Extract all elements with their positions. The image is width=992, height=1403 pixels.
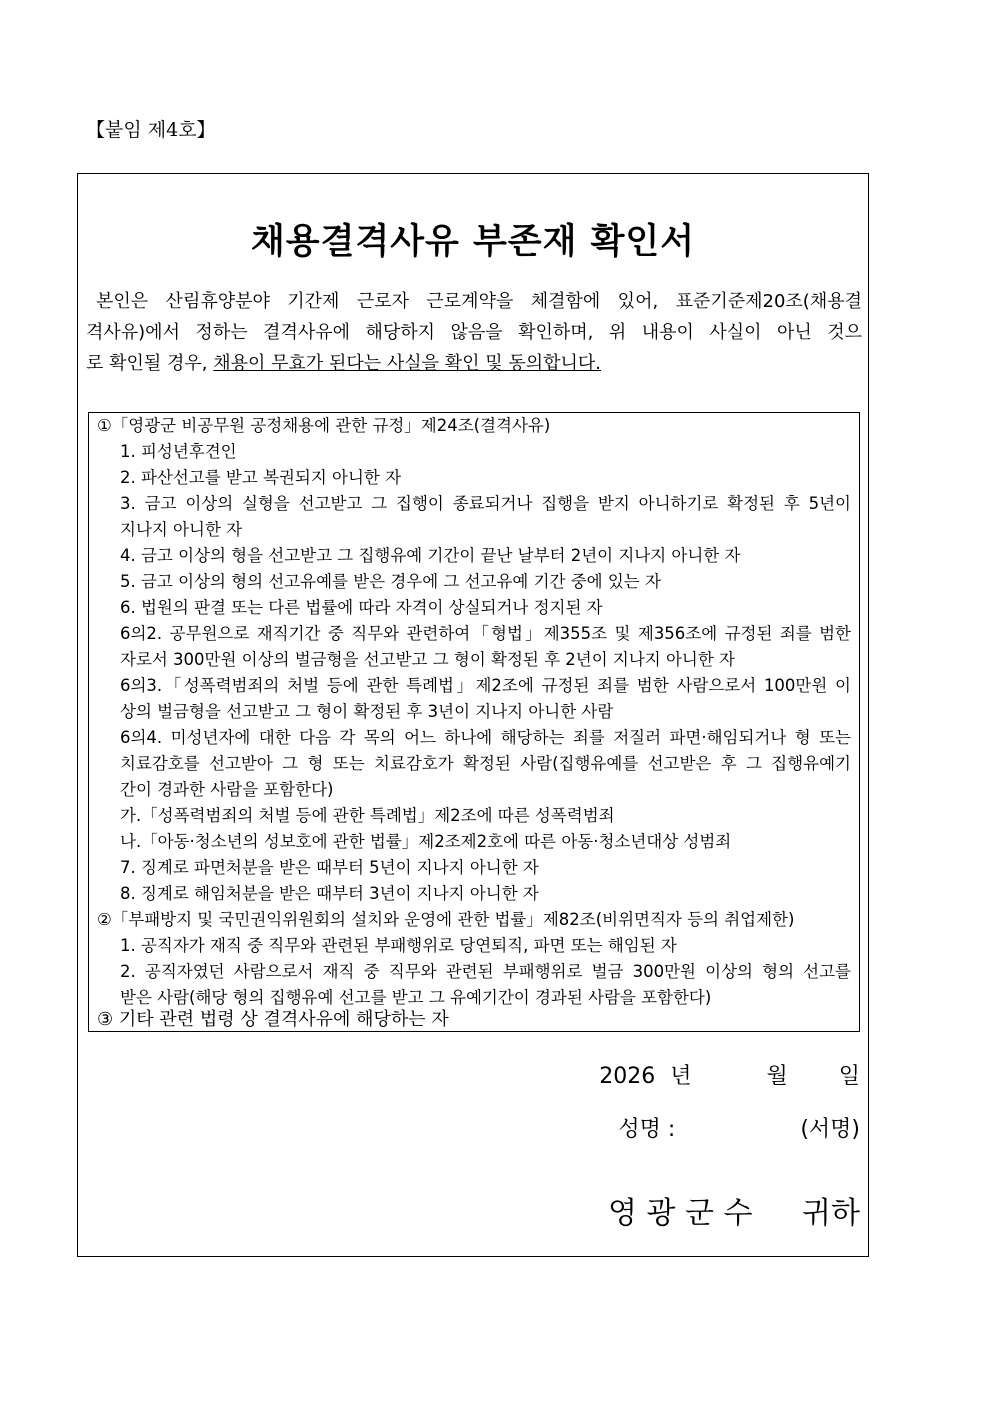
list-item-continued: 자로서 300만원 이상의 벌금형을 선고받고 그 형이 확정된 후 2년이 지나지 아니한 자: [120, 650, 735, 669]
signature-line: [618, 1112, 860, 1143]
date-year-unit: 년: [670, 1064, 692, 1089]
date-month-unit: 월: [766, 1064, 788, 1089]
list-item: 8. 징계로 해임처분을 받은 때부터 3년이 지나지 아니한 자: [120, 884, 539, 903]
name-label: 성명 :: [618, 1117, 676, 1142]
addressee-name: 영 광 군 수: [607, 1196, 753, 1231]
list-item: 4. 금고 이상의 형을 선고받고 그 집행유예 기간이 끝난 날부터 2년이 지나지 아니한 자: [120, 546, 741, 565]
document-title: 채용결격사유 부존재 확인서: [250, 222, 696, 262]
intro-line-1: 본인은 산림휴양분야 기간제 근로자 근로계약을 체결함에 있어, 표준기준제20조(채용결: [96, 291, 862, 312]
section-heading-2: ②「부패방지 및 국민권익위원회의 설치와 운영에 관한 법률」제82조(비위면직자 등의 취업제한): [97, 910, 795, 929]
list-item: 6의4. 미성년자에 대한 다음 각 목의 어느 하나에 해당하는 죄를 저질러 파면·해임되거나 형 또는: [120, 728, 851, 747]
sub-item: 가.「성폭력범죄의 처벌 등에 관한 특례법」제2조에 따른 성폭력범죄: [120, 806, 615, 825]
intro-line-3-plain: 로 확인될 경우,: [86, 353, 214, 374]
addressee-line: [608, 1188, 860, 1232]
intro-line-3: [86, 348, 862, 379]
list-item-continued: 치료감호를 선고받아 그 형 또는 치료감호가 확정된 사람(집행유예를 선고받은 후 그 집행유예기: [120, 754, 851, 773]
list-item: 5. 금고 이상의 형의 선고유예를 받은 경우에 그 선고유예 기간 중에 있는 자: [120, 572, 661, 591]
date-year: 2026: [599, 1064, 656, 1089]
date-line: [599, 1059, 860, 1090]
section-heading-3: ③ 기타 관련 법령 상 결격사유에 해당하는 자: [97, 1009, 449, 1030]
date-day-unit: 일: [838, 1064, 860, 1089]
list-item: 1. 피성년후견인: [120, 442, 237, 461]
list-item: 6. 법원의 판결 또는 다른 법률에 따라 자격이 상실되거나 정지된 자: [120, 598, 603, 617]
signature-label: (서명): [800, 1117, 860, 1142]
list-item: 2. 파산선고를 받고 복권되지 아니한 자: [120, 468, 402, 487]
section-heading-1: ①「영광군 비공무원 공정채용에 관한 규정」제24조(결격사유): [97, 416, 551, 435]
list-item: 2. 공직자였던 사람으로서 재직 중 직무와 관련된 부패행위로 벌금 300만원 이상의 형의 선고를: [120, 962, 851, 981]
list-item: 7. 징계로 파면처분을 받은 때부터 5년이 지나지 아니한 자: [120, 858, 539, 877]
intro-consent-underlined: 채용이 무효가 된다는 사실을 확인 및 동의합니다.: [213, 353, 602, 374]
intro-line-2: 격사유)에서 정하는 결격사유에 해당하지 않음을 확인하며, 위 내용이 사실이 아닌 것으: [86, 322, 862, 343]
list-item-continued: 받은 사람(해당 형의 집행유예 선고를 받고 그 유예기간이 경과된 사람을 포함한다): [120, 988, 712, 1007]
attachment-label: 【붙임 제4호】: [86, 119, 216, 141]
list-item: 6의3.「성폭력범죄의 처벌 등에 관한 특례법」제2조에 규정된 죄를 범한 사람으로서 100만원 이: [120, 676, 851, 695]
intro-paragraph: [86, 286, 862, 379]
list-item-continued: 지나지 아니한 자: [120, 520, 243, 539]
sub-item: 나.「아동·청소년의 성보호에 관한 법률」제2조제2호에 따른 아동·청소년대상 성범죄: [120, 832, 732, 851]
list-item-continued: 상의 벌금형을 선고받고 그 형이 확정된 후 3년이 지나지 아니한 사람: [120, 702, 614, 721]
disqualification-list: [88, 412, 860, 1032]
list-item: 6의2. 공무원으로 재직기간 중 직무와 관련하여「형법」제355조 및 제356조에 규정된 죄를 범한: [120, 624, 851, 643]
list-item-continued: 간이 경과한 사람을 포함한다): [120, 780, 334, 799]
confirmation-form: [77, 173, 869, 1257]
list-item: 1. 공직자가 재직 중 직무와 관련된 부패행위로 당연퇴직, 파면 또는 해임된 자: [120, 936, 677, 955]
addressee-suffix: 귀하: [802, 1196, 860, 1231]
list-item: 3. 금고 이상의 실형을 선고받고 그 집행이 종료되거나 집행을 받지 아니하기로 확정된 후 5년이: [120, 494, 851, 513]
